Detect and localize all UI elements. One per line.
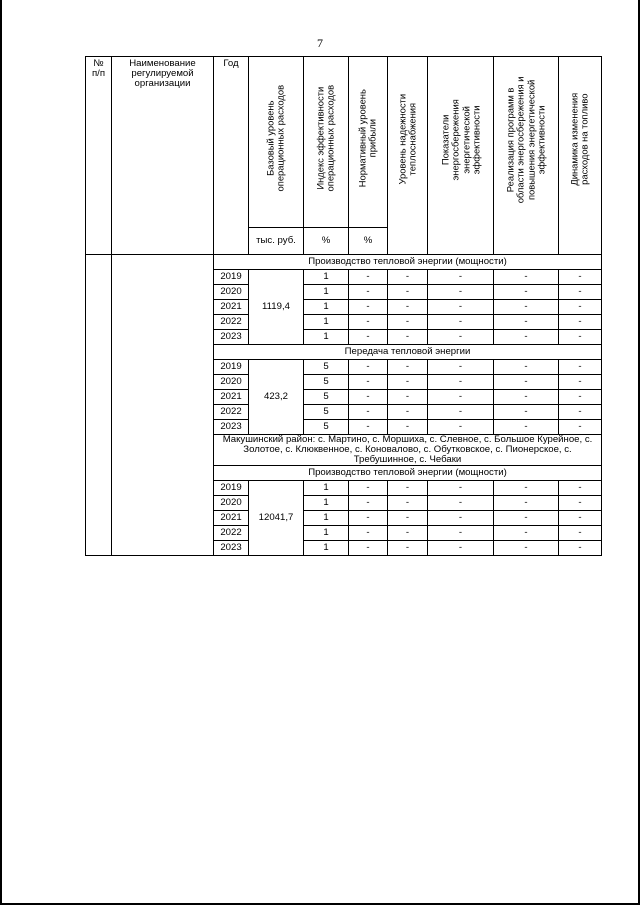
- program-cell: -: [494, 270, 559, 285]
- index-cell: 1: [304, 315, 349, 330]
- profit-cell: -: [349, 270, 388, 285]
- reliability-cell: -: [388, 481, 428, 496]
- energy-cell: -: [428, 285, 494, 300]
- year-cell: 2023: [214, 420, 249, 435]
- col-header-year: Год: [214, 57, 249, 255]
- program-cell: -: [494, 526, 559, 541]
- reliability-cell: -: [388, 405, 428, 420]
- energy-cell: -: [428, 420, 494, 435]
- col-header-reliability: Уровень надежности теплоснабжения: [388, 57, 428, 255]
- index-cell: 1: [304, 270, 349, 285]
- profit-cell: -: [349, 541, 388, 556]
- col-header-org: Наименование регулируемой организации: [112, 57, 214, 255]
- year-cell: 2020: [214, 496, 249, 511]
- program-cell: -: [494, 405, 559, 420]
- reliability-cell: -: [388, 390, 428, 405]
- energy-cell: -: [428, 390, 494, 405]
- reliability-cell: -: [388, 420, 428, 435]
- energy-cell: -: [428, 496, 494, 511]
- page-number: 7: [317, 36, 323, 50]
- index-cell: 1: [304, 300, 349, 315]
- year-cell: 2023: [214, 541, 249, 556]
- tariff-table: [85, 56, 602, 556]
- col-header-num: № п/п: [86, 57, 112, 255]
- year-cell: 2019: [214, 481, 249, 496]
- fuel-cell: -: [559, 300, 602, 315]
- year-cell: 2021: [214, 390, 249, 405]
- fuel-cell: -: [559, 511, 602, 526]
- col-header-fuel: Динамика изменения расходов на топливо: [559, 57, 602, 255]
- program-cell: -: [494, 511, 559, 526]
- unit-profit: %: [349, 228, 388, 255]
- index-cell: 5: [304, 405, 349, 420]
- base-cost-cell: 423,2: [249, 360, 304, 435]
- section-row: [86, 255, 602, 270]
- program-cell: -: [494, 360, 559, 375]
- year-cell: 2021: [214, 511, 249, 526]
- index-cell: 1: [304, 285, 349, 300]
- energy-cell: -: [428, 315, 494, 330]
- program-cell: -: [494, 496, 559, 511]
- energy-cell: -: [428, 405, 494, 420]
- year-cell: 2022: [214, 526, 249, 541]
- reliability-cell: -: [388, 315, 428, 330]
- section-title: Производство тепловой энергии (мощности): [214, 255, 602, 270]
- fuel-cell: -: [559, 481, 602, 496]
- index-cell: 5: [304, 375, 349, 390]
- fuel-cell: -: [559, 496, 602, 511]
- org-cell: [112, 255, 214, 556]
- district-description: Макушинский район: с. Мартино, с. Моршиха, с. Слевное, с. Большое Курейное, с. Золотое, с. Клюквенное, с. Коновалово, с. Обутковское, с. Пионерское, с. Требушинное, с. Чебаки: [214, 435, 602, 466]
- index-cell: 5: [304, 390, 349, 405]
- section-title: Производство тепловой энергии (мощности): [214, 466, 602, 481]
- energy-cell: -: [428, 481, 494, 496]
- reliability-cell: -: [388, 300, 428, 315]
- reliability-cell: -: [388, 526, 428, 541]
- energy-cell: -: [428, 330, 494, 345]
- index-cell: 1: [304, 526, 349, 541]
- fuel-cell: -: [559, 330, 602, 345]
- fuel-cell: -: [559, 541, 602, 556]
- program-cell: -: [494, 375, 559, 390]
- profit-cell: -: [349, 420, 388, 435]
- header-row: [86, 57, 602, 228]
- col-header-program: Реализация программ в области энергосбережения и повышения энергетической эффективности: [494, 57, 559, 255]
- num-cell: [86, 255, 112, 556]
- energy-cell: -: [428, 526, 494, 541]
- fuel-cell: -: [559, 405, 602, 420]
- year-cell: 2020: [214, 285, 249, 300]
- year-cell: 2019: [214, 360, 249, 375]
- index-cell: 1: [304, 496, 349, 511]
- profit-cell: -: [349, 330, 388, 345]
- program-cell: -: [494, 481, 559, 496]
- index-cell: 1: [304, 511, 349, 526]
- fuel-cell: -: [559, 315, 602, 330]
- section-title: Передача тепловой энергии: [214, 345, 602, 360]
- profit-cell: -: [349, 405, 388, 420]
- index-cell: 1: [304, 541, 349, 556]
- reliability-cell: -: [388, 360, 428, 375]
- year-cell: 2022: [214, 405, 249, 420]
- reliability-cell: -: [388, 496, 428, 511]
- col-header-base: Базовый уровень операционных расходов: [249, 57, 304, 228]
- profit-cell: -: [349, 375, 388, 390]
- fuel-cell: -: [559, 270, 602, 285]
- profit-cell: -: [349, 300, 388, 315]
- reliability-cell: -: [388, 375, 428, 390]
- index-cell: 5: [304, 360, 349, 375]
- reliability-cell: -: [388, 330, 428, 345]
- col-header-profit: Нормативный уровень прибыли: [349, 57, 388, 228]
- reliability-cell: -: [388, 285, 428, 300]
- year-cell: 2022: [214, 315, 249, 330]
- fuel-cell: -: [559, 420, 602, 435]
- fuel-cell: -: [559, 360, 602, 375]
- unit-base: тыс. руб.: [249, 228, 304, 255]
- reliability-cell: -: [388, 270, 428, 285]
- energy-cell: -: [428, 300, 494, 315]
- profit-cell: -: [349, 315, 388, 330]
- energy-cell: -: [428, 511, 494, 526]
- fuel-cell: -: [559, 285, 602, 300]
- unit-index: %: [304, 228, 349, 255]
- index-cell: 1: [304, 330, 349, 345]
- col-header-index: Индекс эффективности операционных расходов: [304, 57, 349, 228]
- index-cell: 1: [304, 481, 349, 496]
- profit-cell: -: [349, 526, 388, 541]
- profit-cell: -: [349, 360, 388, 375]
- program-cell: -: [494, 285, 559, 300]
- year-cell: 2023: [214, 330, 249, 345]
- profit-cell: -: [349, 390, 388, 405]
- program-cell: -: [494, 300, 559, 315]
- energy-cell: -: [428, 270, 494, 285]
- profit-cell: -: [349, 511, 388, 526]
- profit-cell: -: [349, 496, 388, 511]
- program-cell: -: [494, 330, 559, 345]
- profit-cell: -: [349, 481, 388, 496]
- base-cost-cell: 1119,4: [249, 270, 304, 345]
- year-cell: 2020: [214, 375, 249, 390]
- energy-cell: -: [428, 375, 494, 390]
- profit-cell: -: [349, 285, 388, 300]
- year-cell: 2019: [214, 270, 249, 285]
- energy-cell: -: [428, 360, 494, 375]
- reliability-cell: -: [388, 541, 428, 556]
- fuel-cell: -: [559, 390, 602, 405]
- program-cell: -: [494, 541, 559, 556]
- program-cell: -: [494, 420, 559, 435]
- fuel-cell: -: [559, 526, 602, 541]
- frame-left-edge: [0, 0, 2, 905]
- program-cell: -: [494, 390, 559, 405]
- fuel-cell: -: [559, 375, 602, 390]
- base-cost-cell: 12041,7: [249, 481, 304, 556]
- program-cell: -: [494, 315, 559, 330]
- index-cell: 5: [304, 420, 349, 435]
- col-header-energy: Показатели энергосбережения энергетической эффективности: [428, 57, 494, 255]
- year-cell: 2021: [214, 300, 249, 315]
- energy-cell: -: [428, 541, 494, 556]
- reliability-cell: -: [388, 511, 428, 526]
